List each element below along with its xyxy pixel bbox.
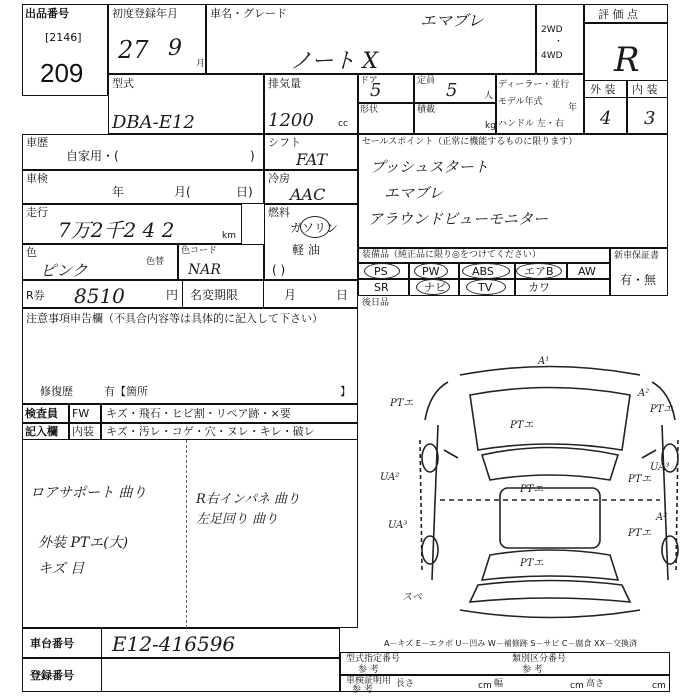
mark-spare: スペ: [402, 592, 422, 603]
diagram-wheel-fl: [422, 444, 438, 472]
checker-int-items: キズ・汚レ・コゲ・穴・ヌレ・キレ・破レ: [106, 425, 315, 438]
equip-ps-circle: [364, 263, 400, 279]
fuel-gasoline: ガソリン: [290, 221, 339, 235]
equip-leather: カワ: [528, 281, 550, 294]
expiry-month: 月: [284, 288, 297, 302]
reg-month-unit: 月: [196, 59, 206, 69]
recycle-value: 8510: [74, 284, 125, 308]
cert-sub: 参 考: [352, 685, 373, 695]
checker-row-line: [22, 422, 358, 424]
reg-number-label: 登録番号: [30, 669, 74, 682]
rating-divider: [584, 22, 668, 24]
model-year-unit: 年: [568, 103, 578, 113]
mark-ptc-left-top: PTエ: [390, 398, 414, 409]
inspection-label: 車検: [26, 172, 48, 185]
type-sub: 参 考: [358, 665, 379, 675]
comment-left-2: 外装 PTエ(大): [38, 535, 129, 551]
drive-2wd: 2WD: [541, 25, 563, 35]
model-year-label: モデル年式: [498, 97, 543, 107]
equip-aw: AW: [578, 265, 596, 278]
inspection-day: 日): [236, 185, 253, 199]
mark-ptc-rear: PTエ: [520, 558, 544, 569]
diagram-front-bumper: [460, 367, 640, 376]
diagram-wheel-rl: [422, 536, 438, 564]
diagram-windshield: [482, 448, 618, 481]
load-unit: kg: [485, 121, 496, 131]
recycle-label: R券: [26, 289, 45, 302]
diagram-rear-bumper: [460, 610, 640, 618]
capacity-value: 5: [446, 80, 458, 101]
recycle-unit: 円: [166, 288, 179, 302]
fuel-diesel: 軽 油: [292, 243, 320, 257]
drive-dot: ・: [554, 37, 564, 47]
mark-ua3-right: UA³: [650, 462, 670, 473]
drive-4wd: 4WD: [541, 51, 563, 61]
mark-ua2-left: UA²: [380, 472, 400, 483]
fuel-gasoline-circle: [300, 216, 330, 238]
dealer-label: ディーラー・並行: [498, 80, 570, 90]
doors-label: ドア: [360, 76, 378, 86]
model-value: DBA-E12: [112, 112, 195, 133]
diagram-wheel-rr: [662, 536, 678, 564]
lot-sub: [2146]: [45, 31, 82, 44]
checker-label-1: 検査員: [25, 407, 58, 420]
mark-ptc-right-side: PTエ: [628, 474, 652, 485]
checker-fw: FW: [72, 407, 90, 420]
checker-label-2: 記入欄: [25, 425, 58, 438]
comment-right-2: 左足回り 曲り: [196, 512, 279, 527]
width-label: 幅: [494, 679, 504, 689]
rating-label: 評 価 点: [598, 8, 638, 21]
doors-divider: [358, 102, 414, 104]
capacity-divider: [414, 102, 496, 104]
mark-a1: A¹: [538, 356, 550, 367]
checker-int: 内装: [72, 425, 94, 438]
inspection-year: 年: [112, 185, 125, 199]
name-value: ノート X: [290, 49, 378, 74]
name-label: 車名・グレード: [210, 7, 287, 20]
equip-sr: SR: [374, 281, 389, 294]
history-label: 車歴: [26, 136, 48, 149]
reg-year: 27: [118, 36, 149, 64]
chassis-value: E12-416596: [112, 632, 236, 656]
sales-line-2: エマブレ: [384, 184, 444, 202]
name-grade: エマブレ: [420, 11, 484, 30]
height-unit: cm: [652, 681, 666, 691]
mark-ua3-left: UA³: [388, 520, 408, 531]
mark-ptc-roof: PTエ: [520, 484, 544, 495]
equip-col-1: [408, 262, 410, 296]
length-label: 長さ: [396, 679, 415, 689]
displacement-value: 1200: [268, 110, 314, 131]
mileage-value: 7万2千2 4 2: [58, 218, 175, 242]
equipment-label: 装備品（純正品に限り◎をつけてください）: [362, 250, 541, 260]
checker-col-line: [68, 404, 70, 440]
reg-month: 9: [168, 36, 182, 61]
handle-label: ハンドル 左・右: [498, 119, 564, 129]
cert-label: 車検証明用: [346, 676, 392, 686]
history-value: 自家用・(: [66, 149, 119, 163]
ext-label: 外 装: [590, 83, 616, 96]
width-unit: cm: [570, 681, 584, 691]
mark-ptc-right-bottom: PTエ: [628, 528, 652, 539]
inspection-box: [22, 170, 264, 204]
equip-abs-circle: [462, 263, 510, 279]
diagram-front-left: [425, 382, 448, 420]
recolor-label: 色替: [146, 257, 165, 267]
aircon-value: AAC: [290, 185, 326, 204]
ext-int-split: [626, 80, 628, 134]
fuel-label: 燃料: [268, 206, 290, 219]
history-close: ): [250, 149, 255, 163]
chassis-label: 車台番号: [30, 637, 74, 650]
comments-divider: [186, 440, 187, 628]
color-code-value: NAR: [188, 262, 221, 278]
lot-number: 209: [40, 58, 84, 88]
length-unit: cm: [478, 681, 492, 691]
aircon-label: 冷房: [268, 172, 290, 185]
doors-value: 5: [370, 80, 382, 101]
equip-col-2: [458, 262, 460, 296]
equip-ps: PS: [374, 265, 388, 278]
diagram-rear-glass: [482, 550, 618, 580]
history-box: [22, 134, 264, 170]
expiry-day: 日: [336, 288, 349, 302]
type-label: 型式指定番号: [346, 654, 401, 664]
mileage-unit: km: [222, 231, 236, 241]
checker-col-line-2: [100, 404, 102, 440]
diagram-mirror-right: [642, 450, 656, 458]
equip-tv-circle: [466, 279, 506, 295]
sales-line-3: アラウンドビューモニター: [368, 210, 549, 228]
shift-value: FAT: [296, 150, 328, 169]
shift-label: シフト: [268, 136, 301, 149]
equip-col-4: [566, 262, 568, 278]
equip-pw-circle: [414, 263, 448, 279]
checker-fw-items: キズ・飛石・ヒビ割・リペア跡・×要: [106, 407, 291, 420]
sales-label: セールスポイント（正常に機能するものに限ります）: [362, 137, 578, 147]
car-damage-diagram: [360, 340, 680, 630]
model-label: 型式: [112, 77, 134, 90]
equip-airbag-circle: [516, 263, 562, 279]
diagram-roof: [500, 488, 600, 548]
equip-tv: TV: [478, 281, 493, 294]
capacity-unit: 人: [484, 91, 494, 101]
equip-col-3: [514, 262, 516, 296]
fuel-paren: ( ): [272, 263, 286, 277]
capacity-label: 定員: [417, 76, 436, 86]
mark-a2-right-top: A²: [638, 388, 650, 399]
mark-ptc-right-top: PTエ: [650, 404, 674, 415]
cc-unit: cc: [338, 119, 348, 129]
equip-airbag: エアB: [524, 265, 554, 278]
expiry-label: 名変期限: [190, 288, 239, 302]
comment-left-3: キズ 目: [38, 561, 85, 577]
notes-title: 注意事項申告欄（不具合内容等は具体的に記入して下さい）: [26, 312, 323, 325]
mark-ptc-hood: PTエ: [510, 420, 534, 431]
lot-label: 出品番号: [25, 7, 69, 20]
mark-a2-right-bottom: A²: [656, 512, 668, 523]
int-value: 3: [644, 108, 656, 129]
warranty-label: 新車保証書: [614, 251, 660, 261]
color-label: 色: [26, 246, 37, 259]
comment-right-1: R右インパネ 曲り: [196, 492, 301, 507]
sales-line-1: プッシュスタート: [370, 158, 489, 176]
equip-navi: ナビ: [424, 281, 446, 294]
reg-date-label: 初度登録年月: [112, 7, 178, 20]
diagram-mirror-left: [444, 450, 458, 458]
mileage-label: 走行: [26, 206, 48, 219]
repair-label: 修復歴: [40, 385, 73, 398]
equip-navi-circle: [416, 279, 450, 295]
diagram-hood: [470, 388, 630, 451]
class-sub: 参 考: [522, 665, 543, 675]
class-label: 類別区分番号: [512, 654, 567, 664]
height-label: 高さ: [586, 679, 605, 689]
repair-value: 有【箇所: [104, 385, 148, 398]
equip-pw: PW: [422, 265, 440, 278]
color-value: ピンク: [40, 261, 88, 280]
rating-value: R: [614, 40, 640, 80]
legend: A－キズ E－エクボ U－凹み W－補修跡 S－サビ C－腐食 XX－交換済: [384, 639, 638, 648]
int-label: 内 装: [632, 83, 658, 96]
after-label: 後日品: [362, 298, 390, 308]
comment-left-1: ロアサポート 曲り: [30, 485, 147, 501]
color-code-label: 色コード: [181, 246, 218, 256]
equip-abs: ABS: [472, 265, 494, 278]
shape-label: 形状: [360, 105, 379, 115]
ext-value: 4: [600, 108, 612, 129]
load-label: 積載: [417, 105, 436, 115]
warranty-value: 有・無: [620, 273, 657, 287]
repair-close: 】: [340, 385, 351, 398]
displacement-label: 排気量: [268, 77, 301, 90]
inspection-month: 月(: [174, 185, 191, 199]
diagram-trunk: [470, 581, 630, 603]
